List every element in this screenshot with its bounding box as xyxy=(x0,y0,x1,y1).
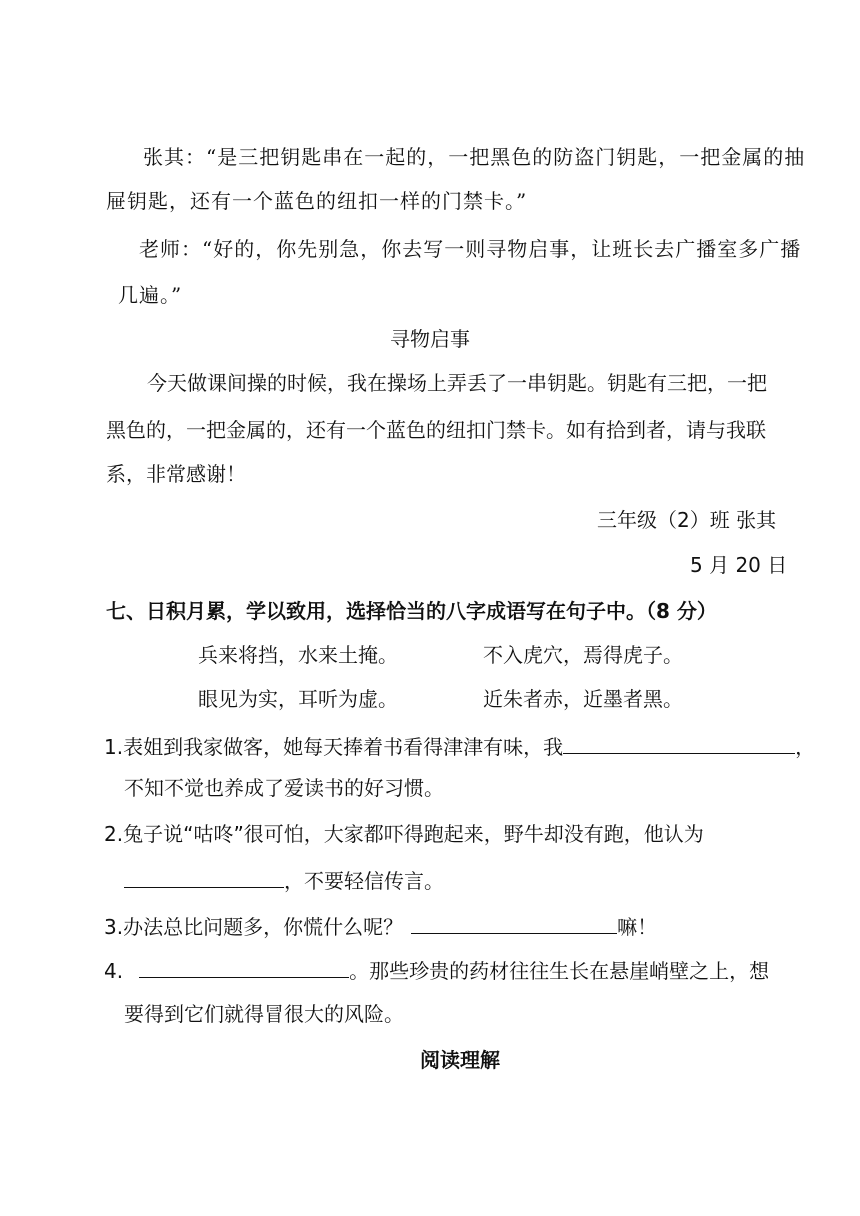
notice-date: 5 月 20 日 xyxy=(690,553,788,577)
question-3-line xyxy=(104,911,657,941)
notice-signature: 三年级（2）班 张其 xyxy=(597,508,777,532)
section7-heading: 七、日积月累，学以致用，选择恰当的八字成语写在句子中。（8 分） xyxy=(106,599,717,623)
dialogue-teacher-line1: 老师：“好的，你先别急，你去写一则寻物启事，让班长去广播室多广播 xyxy=(139,237,802,261)
idiom-4: 近朱者赤，近墨者黑。 xyxy=(483,687,683,711)
notice-title: 寻物启事 xyxy=(390,327,470,351)
question-4-line2: 要得到它们就得冒很大的风险。 xyxy=(124,1002,404,1026)
notice-body-line2: 黑色的，一把金属的，还有一个蓝色的纽扣门禁卡。如有拾到者，请与我联 xyxy=(106,418,766,442)
idiom-3: 眼见为实，耳听为虚。 xyxy=(198,687,398,711)
idiom-1: 兵来将挡，水来土掩。 xyxy=(198,643,398,667)
dialogue-zhangqi-line1: 张其：“是三把钥匙串在一起的，一把黑色的防盗门钥匙，一把金属的抽 xyxy=(143,145,806,169)
notice-body-line1: 今天做课间操的时候，我在操场上弄丢了一串钥匙。钥匙有三把，一把 xyxy=(147,371,767,395)
dialogue-zhangqi-line2: 屉钥匙，还有一个蓝色的纽扣一样的门禁卡。” xyxy=(106,189,528,213)
dialogue-teacher-line2: 几遍。” xyxy=(118,283,183,307)
question-2-answer-blank[interactable] xyxy=(124,865,284,888)
question-2-text: ，不要轻信传言。 xyxy=(284,869,444,893)
question-1-comma: ， xyxy=(795,735,816,759)
question-3-suffix: 嘛！ xyxy=(617,915,658,939)
question-2-line1: 2.兔子说“咕咚”很可怕，大家都吓得跑起来，野牛却没有跑，他认为 xyxy=(104,822,704,846)
question-4-number: 4. xyxy=(104,959,124,983)
notice-body-line3: 系，非常感谢！ xyxy=(106,462,246,486)
question-1-answer-blank[interactable] xyxy=(563,731,795,754)
idiom-2: 不入虎穴，焉得虎子。 xyxy=(483,643,683,667)
question-3-text: 3.办法总比问题多，你慌什么呢？ xyxy=(104,915,404,939)
question-4-text: 。那些珍贵的药材往往生长在悬崖峭壁之上，想 xyxy=(349,959,770,983)
question-4-answer-blank[interactable] xyxy=(139,955,349,978)
question-2-line2 xyxy=(124,865,444,895)
reading-heading: 阅读理解 xyxy=(420,1048,500,1072)
question-3-answer-blank[interactable] xyxy=(411,911,617,934)
question-1-text: 1.表姐到我家做客，她每天捧着书看得津津有味，我 xyxy=(104,735,564,759)
question-4-line1 xyxy=(104,955,769,985)
question-1-line1 xyxy=(104,731,815,761)
question-1-line2: 不知不觉也养成了爱读书的好习惯。 xyxy=(124,776,444,800)
